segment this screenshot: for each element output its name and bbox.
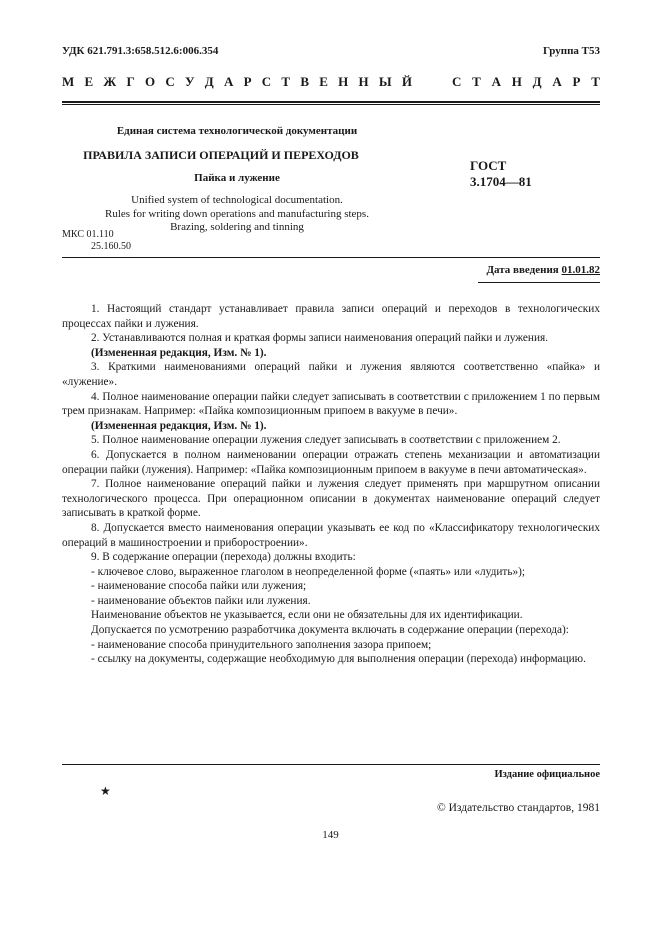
paragraph: 5. Полное наименование операции лужения следует записывать в соответствии с приложением 2. bbox=[91, 434, 561, 447]
paragraph: (Измененная редакция, Изм. № 1). bbox=[91, 419, 267, 432]
paragraph: 8. Допускается вместо наименования операции указывать ее код по «Классификатору технологических операций в машиностроении и приборостроении». bbox=[62, 521, 600, 549]
banner-letter: Р bbox=[243, 74, 252, 89]
title-rule bbox=[62, 257, 600, 258]
mks-line: МКС 01.110 bbox=[62, 229, 114, 240]
paragraph: 9. В содержание операции (перехода) должны входить: bbox=[91, 551, 356, 564]
banner-letter: А bbox=[491, 74, 501, 89]
banner-letter: Г bbox=[126, 74, 135, 89]
banner-letter: Ы bbox=[378, 74, 392, 89]
mks-codes bbox=[62, 229, 131, 253]
intro-date-value: 01.01.82 bbox=[561, 264, 600, 276]
header-rule-thin bbox=[62, 104, 600, 105]
gost-number bbox=[470, 158, 532, 190]
banner-letter: О bbox=[145, 74, 156, 89]
banner-letter: А bbox=[552, 74, 562, 89]
paragraph: - наименование объектов пайки или лужения. bbox=[91, 594, 311, 607]
official-edition: Издание официальное bbox=[494, 769, 600, 780]
banner-letter: В bbox=[300, 74, 309, 89]
banner-letter: Д bbox=[532, 74, 542, 89]
date-rule bbox=[478, 282, 600, 283]
banner-letters-2 bbox=[452, 74, 600, 90]
banner-letter: Н bbox=[358, 74, 369, 89]
intro-date bbox=[486, 264, 600, 276]
gost-code: 3.1704—81 bbox=[470, 174, 532, 189]
banner-letter: Е bbox=[84, 74, 94, 89]
banner-letter: С bbox=[452, 74, 462, 89]
copyright: © Издательство стандартов, 1981 bbox=[436, 802, 600, 814]
system-name: Единая система технологической документации bbox=[116, 125, 358, 137]
paragraph: 6. Допускается в полном наименовании операции отражать степень механизации и автоматизации операции пайки (лужения). Например: «Пайка композиционным припоем в вакууме в печи автоматическая». bbox=[62, 448, 600, 476]
paragraph: 1. Настоящий стандарт устанавливает правила записи операций и переходов в технологических процессах пайки и лужения. bbox=[62, 303, 600, 330]
banner-letters-1 bbox=[62, 74, 412, 90]
group-code: Группа Т53 bbox=[542, 45, 600, 57]
paragraph: - ссылку на документы, содержащие необходимую для выполнения операции (перехода) информацию. bbox=[91, 653, 586, 666]
banner-letter: Ж bbox=[103, 74, 117, 89]
banner-letter: М bbox=[62, 74, 75, 89]
banner-letter: С bbox=[165, 74, 175, 89]
document-subtitle: Пайка и лужение bbox=[194, 172, 280, 184]
header-rule-thick bbox=[62, 101, 600, 103]
star-icon: ★ bbox=[100, 784, 111, 798]
english-title-line: Unified system of technological documentation. bbox=[131, 194, 343, 206]
banner-letter: Р bbox=[572, 74, 581, 89]
english-title-line: Brazing, soldering and tinning bbox=[170, 221, 304, 233]
document-body bbox=[62, 302, 600, 667]
banner-letter: Д bbox=[204, 74, 214, 89]
paragraph: 7. Полное наименование операций пайки и лужения следует применять при маршрутном описании технологического процесса. При операционном описании в документах наименование операций следует записывать в краткой форме. bbox=[62, 478, 600, 520]
paragraph: 2. Устанавливаются полная и краткая формы записи наименования операций пайки и лужения. bbox=[91, 332, 549, 345]
udk-code: УДК 621.791.3:658.512.6:006.354 bbox=[62, 45, 219, 57]
banner-letter: С bbox=[261, 74, 272, 89]
paragraph: 4. Полное наименование операции пайки следует записывать в соответствии с приложением 1 по первым трем признакам. Например: «Пайка композиционным припоем в вакууме в печи». bbox=[62, 390, 600, 418]
banner-letter: Е bbox=[319, 74, 328, 89]
intro-date-label: Дата введения bbox=[486, 264, 559, 276]
document-title: ПРАВИЛА ЗАПИСИ ОПЕРАЦИЙ И ПЕРЕХОДОВ bbox=[83, 148, 359, 162]
banner-letter: Н bbox=[338, 74, 349, 89]
standard-banner bbox=[62, 74, 600, 90]
paragraph: Наименование объектов не указывается, если они не обязательны для их идентификации. bbox=[91, 609, 523, 622]
english-title-line: Rules for writing down operations and manufacturing steps. bbox=[105, 207, 369, 220]
paragraph: Допускается по усмотрению разработчика документа включать в содержание операции (перехода): bbox=[91, 624, 569, 637]
paragraph: - наименование способа принудительного заполнения зазора припоем; bbox=[91, 638, 432, 651]
banner-letter: Й bbox=[401, 74, 412, 89]
gost-label: ГОСТ bbox=[470, 158, 507, 173]
banner-letter: У bbox=[185, 74, 195, 89]
banner-letter: Т bbox=[591, 74, 600, 89]
paragraph: - наименование способа пайки или лужения; bbox=[91, 580, 307, 593]
banner-letter: А bbox=[223, 74, 234, 89]
footer-rule bbox=[62, 764, 600, 765]
banner-letter: Т bbox=[281, 74, 291, 89]
mks-line: 25.160.50 bbox=[91, 241, 131, 252]
page-number: 149 bbox=[322, 829, 339, 841]
paragraph: - ключевое слово, выраженное глаголом в неопределенной форме («паять» или «лудить»); bbox=[91, 565, 526, 578]
banner-letter: Т bbox=[472, 74, 481, 89]
banner-letter: Н bbox=[511, 74, 522, 89]
paragraph: 3. Краткими наименованиями операций пайки и лужения являются соответственно «пайка» и «лужение». bbox=[62, 361, 600, 388]
paragraph: (Измененная редакция, Изм. № 1). bbox=[91, 346, 267, 359]
